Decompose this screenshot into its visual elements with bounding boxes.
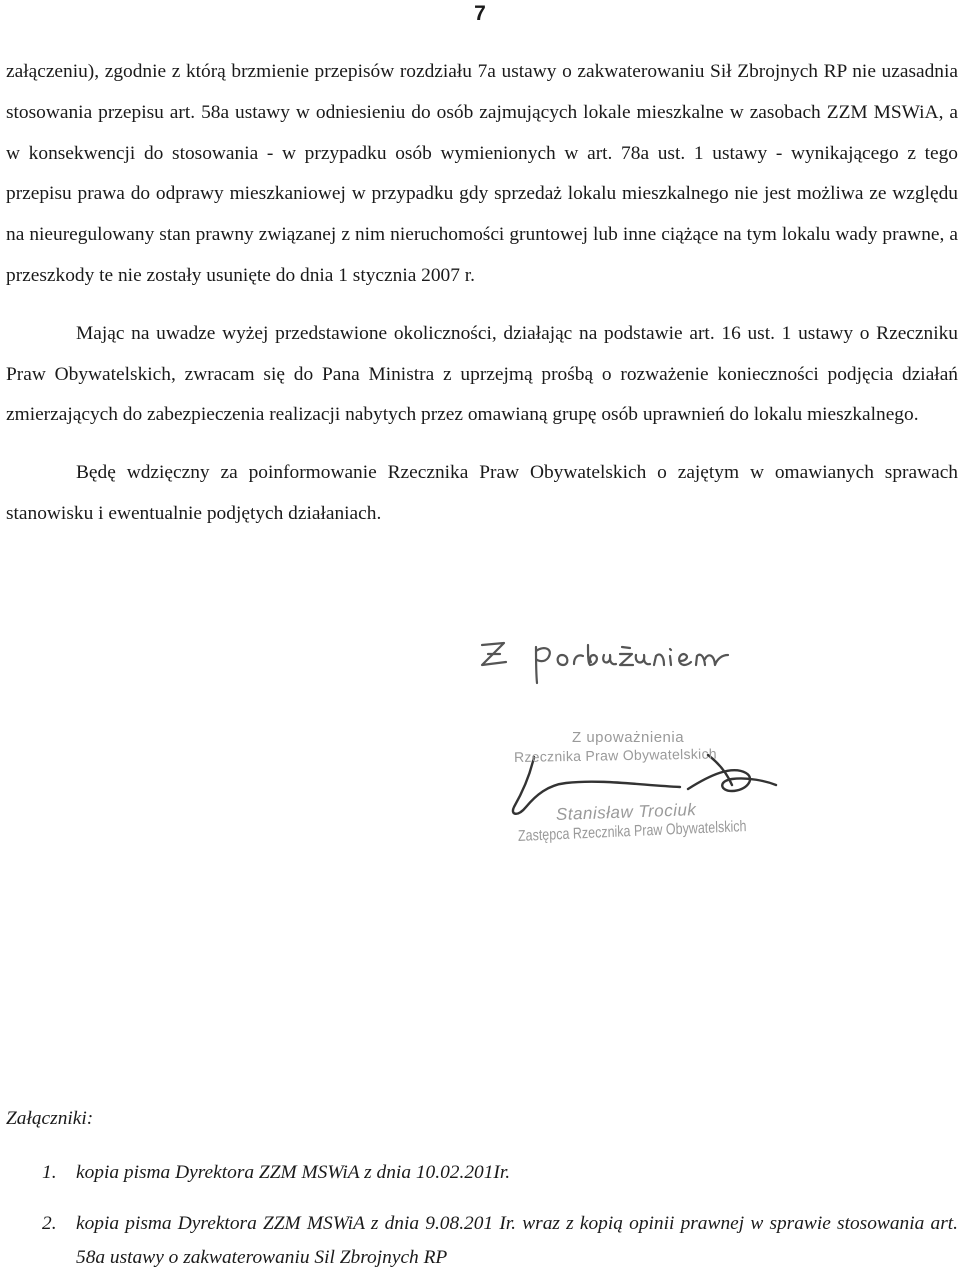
attachment-text: kopia pisma Dyrektora ZZM MSWiA z dnia 9.08.201 Ir. wraz z kopią opinii prawnej w sprawie stosowania art. 58a ustawy o zakwaterowaniu Sil Zbrojnych RP <box>76 1213 958 1268</box>
attachment-number: 1. <box>42 1162 57 1183</box>
stamp-signatory-title: Zastępca Rzecznika Praw Obywatelskich <box>517 817 747 845</box>
attachment-item <box>6 1156 958 1190</box>
attachments-title: Załączniki: <box>6 1108 94 1129</box>
attachment-text: kopia pisma Dyrektora ZZM MSWiA z dnia 10.02.201Ir. <box>76 1162 511 1183</box>
attachment-list <box>6 1156 958 1275</box>
attachments-section <box>6 1102 958 1275</box>
stamp-ombudsman-line: Rzecznika Praw Obywatelskich <box>513 745 718 765</box>
signature-block <box>470 625 800 860</box>
body-paragraph-2: Mając na uwadze wyżej przedstawione okoliczności, działając na podstawie art. 16 ust. 1 ustawy o Rzeczniku Praw Obywatelskich, zwracam się do Pana Ministra z uprzejmą prośbą o rozważenie konieczności podjęcia działań zmierzających do zabezpieczenia realizacji nabytych przez omawianą grupę osób uprawnień do lokalu mieszkalnego. <box>6 322 958 426</box>
stamp-signatory-name: Stanisław Trociuk <box>555 800 697 824</box>
attachment-item <box>6 1207 958 1275</box>
body-paragraph-3: Będę wdzięczny za poinformowanie Rzecznika Praw Obywatelskich o zajętym w omawianych sprawach stanowisku i ewentualnie podjętych działaniach. <box>6 462 958 524</box>
stamp-authorization-line: Z upoważnienia <box>572 729 685 746</box>
body-paragraph-1: załączeniu), zgodnie z którą brzmienie przepisów rozdziału 7a ustawy o zakwaterowaniu Sił Zbrojnych RP nie uzasadnia stosowania przepisu art. 58a ustawy w odniesieniu do osób zajmujących lokale mieszkalne w zasobach ZZM MSWiA, a w konsekwencji do stosowania - w przypadku osób wymienionych w art. 78a ust. 1 ustawy - wynikającego z tego przepisu prawa do odprawy mieszkaniowej w przypadku gdy sprzedaż lokalu mieszkalnego nie jest możliwa ze względu na nieuregulowany stan prawny związanej z nim nieruchomości gruntowej lub inne ciążące na tym lokalu wady prawne, a przeszkody te nie zostały usunięte do dnia 1 stycznia 2007 r. <box>6 61 958 286</box>
attachment-number: 2. <box>42 1213 57 1234</box>
page-number: 7 <box>474 2 486 25</box>
letter-body <box>6 52 958 535</box>
